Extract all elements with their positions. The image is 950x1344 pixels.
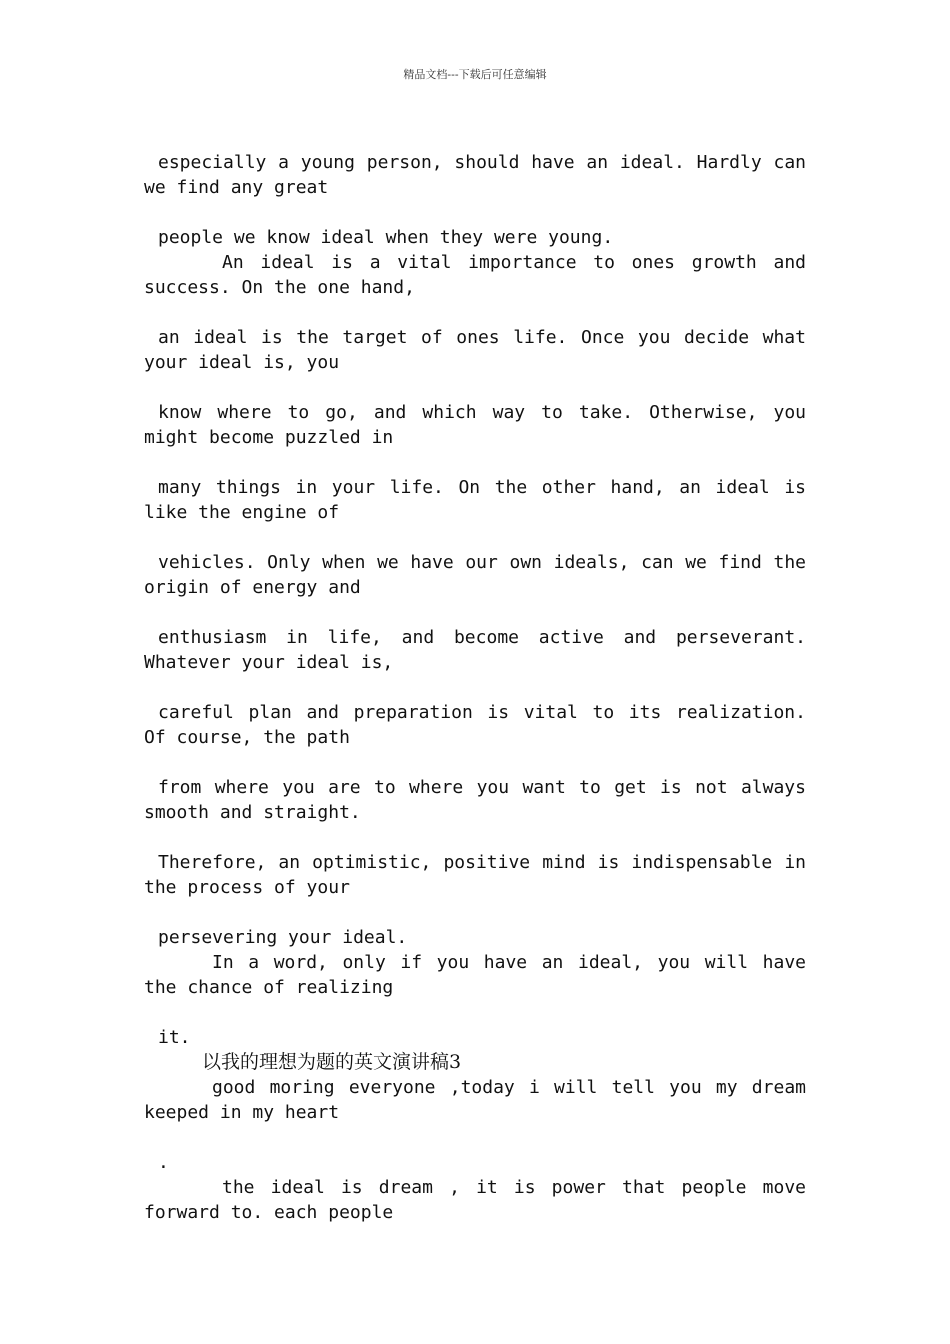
text-line: .	[158, 1152, 169, 1173]
document-body	[144, 150, 806, 1225]
text-line: An ideal is a vital importance to ones growth and success. On the one hand,	[144, 252, 806, 298]
text-line: careful plan and preparation is vital to its realization. Of course, the path	[144, 702, 806, 748]
text-line: persevering your ideal.	[158, 927, 408, 948]
section-heading: 以我的理想为题的英文演讲稿3	[202, 1051, 462, 1073]
text-line: Therefore, an optimistic, positive mind is indispensable in the process of your	[144, 852, 806, 898]
text-line: In a word, only if you have an ideal, you will have the chance of realizing	[144, 952, 806, 998]
text-line: vehicles. Only when we have our own ideals, can we find the origin of energy and	[144, 552, 806, 598]
text-line: enthusiasm in life, and become active and perseverant. Whatever your ideal is,	[144, 627, 806, 673]
text-line: good moring everyone ,today i will tell you my dream keeped in my heart	[144, 1077, 806, 1123]
text-line: the ideal is dream , it is power that people move forward to. each people	[144, 1177, 806, 1223]
text-line: people we know ideal when they were young.	[158, 227, 614, 248]
text-line: especially a young person, should have an ideal. Hardly can we find any great	[144, 152, 806, 198]
page-header: 精品文档---下载后可任意编辑	[403, 68, 547, 81]
text-line: many things in your life. On the other hand, an ideal is like the engine of	[144, 477, 806, 523]
text-line: know where to go, and which way to take. Otherwise, you might become puzzled in	[144, 402, 806, 448]
text-line: from where you are to where you want to get is not always smooth and straight.	[144, 777, 806, 823]
text-line: it.	[158, 1027, 191, 1048]
text-line: an ideal is the target of ones life. Once you decide what your ideal is, you	[144, 327, 806, 373]
